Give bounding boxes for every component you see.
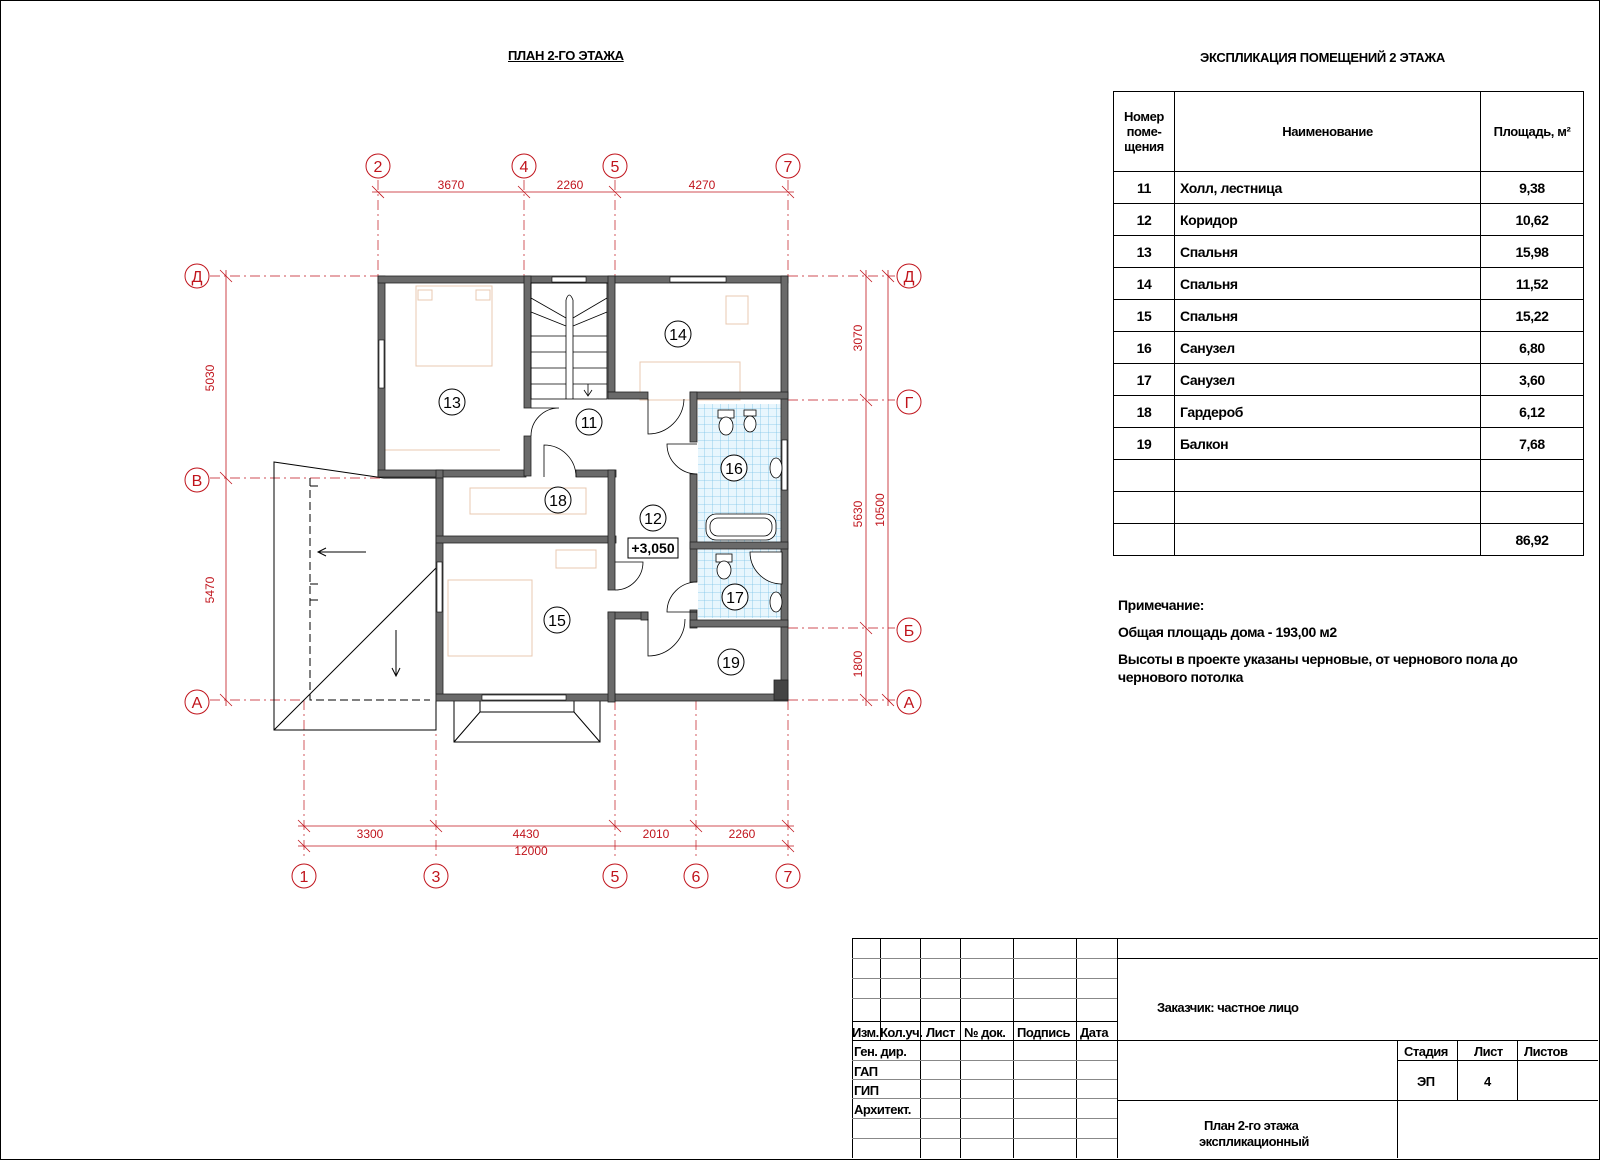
table-row (1114, 300, 1584, 332)
notes-heading: Примечание: (1118, 597, 1205, 613)
plan-title: ПЛАН 2-ГО ЭТАЖА (508, 48, 624, 63)
dim-bottom-total: 12000 (514, 844, 548, 858)
explication-title: ЭКСПЛИКАЦИЯ ПОМЕЩЕНИЙ 2 ЭТАЖА (1200, 50, 1445, 65)
row-name: Гардероб (1175, 396, 1481, 428)
axis-bubbles (185, 154, 921, 888)
dim-bottom-4: 2260 (728, 827, 756, 841)
notes (1118, 596, 1588, 695)
axis-bottom-1: 1 (299, 869, 309, 886)
header-number: Номер поме- щения (1114, 92, 1175, 172)
axis-right-d: Д (903, 269, 915, 286)
row-number: 15 (1114, 300, 1175, 332)
explication-header-row (1114, 92, 1584, 172)
dim-top-2: 2260 (556, 178, 584, 192)
notes-total-area: Общая площадь дома - 193,00 м2 (1118, 624, 1337, 640)
row-area: 15,98 (1481, 236, 1584, 268)
dim-right-1: 3070 (851, 324, 865, 352)
dim-top-3: 4270 (688, 178, 716, 192)
row-number: 17 (1114, 364, 1175, 396)
dim-bottom-2: 4430 (512, 827, 540, 841)
table-row (1114, 236, 1584, 268)
bay-window (454, 700, 600, 742)
row-number: 18 (1114, 396, 1175, 428)
dim-right-total: 10500 (873, 493, 887, 527)
role-architect: Архитект. (854, 1102, 911, 1117)
col-signature: Подпись (1017, 1025, 1070, 1040)
explication-table (1113, 91, 1584, 556)
axis-top-7: 7 (783, 159, 793, 176)
axis-labels (192, 159, 915, 886)
row-area: 15,22 (1481, 300, 1584, 332)
dim-right-3: 1800 (851, 650, 865, 678)
row-name: Спальня (1175, 300, 1481, 332)
room-17: 17 (726, 590, 744, 607)
table-row (1114, 396, 1584, 428)
row-number: 16 (1114, 332, 1175, 364)
row-area: 3,60 (1481, 364, 1584, 396)
axis-bottom-3: 3 (431, 869, 441, 886)
dim-left-1: 5030 (203, 364, 217, 392)
title-block (852, 938, 1598, 1158)
row-name: Санузел (1175, 332, 1481, 364)
row-name: Санузел (1175, 364, 1481, 396)
dim-left-2: 5470 (203, 576, 217, 604)
stage-value: ЭП (1417, 1074, 1435, 1089)
row-name: Холл, лестница (1175, 172, 1481, 204)
header-area: Площадь, м² (1481, 92, 1584, 172)
table-row (1114, 172, 1584, 204)
stage-label: Стадия (1404, 1044, 1448, 1059)
row-number: 11 (1114, 172, 1175, 204)
room-11: 11 (580, 415, 598, 432)
total-area: 86,92 (1481, 524, 1584, 556)
room-13: 13 (443, 395, 461, 412)
axis-left-v: В (191, 473, 203, 490)
table-row (1114, 268, 1584, 300)
row-area: 7,68 (1481, 428, 1584, 460)
row-number: 13 (1114, 236, 1175, 268)
row-name: Спальня (1175, 268, 1481, 300)
col-date: Дата (1080, 1025, 1109, 1040)
drawing-title-1: План 2-го этажа (1204, 1118, 1299, 1133)
row-number: 12 (1114, 204, 1175, 236)
sheet-label: Лист (1474, 1044, 1503, 1059)
dimension-lines (220, 186, 894, 852)
row-area: 6,12 (1481, 396, 1584, 428)
dim-right-2: 5630 (851, 500, 865, 528)
table-row (1114, 428, 1584, 460)
axis-bottom-7: 7 (783, 869, 793, 886)
room-19: 19 (722, 655, 740, 672)
col-doc: № док. (964, 1025, 1006, 1040)
room-18: 18 (549, 493, 567, 510)
dim-top-1: 3670 (437, 178, 465, 192)
col-kolvo: Кол.уч. (880, 1025, 923, 1040)
axis-bottom-5: 5 (610, 869, 620, 886)
axis-left-d: Д (191, 269, 203, 286)
col-izm: Изм. (852, 1025, 879, 1040)
table-row (1114, 332, 1584, 364)
table-row-empty (1114, 492, 1584, 524)
room-12: 12 (644, 511, 662, 528)
room-16: 16 (725, 461, 743, 478)
row-name: Коридор (1175, 204, 1481, 236)
level-mark: +3,050 (631, 540, 675, 556)
header-name: Наименование (1175, 92, 1481, 172)
row-number: 19 (1114, 428, 1175, 460)
sheets-label: Листов (1524, 1044, 1568, 1059)
axis-right-b: Б (903, 623, 915, 640)
row-area: 11,52 (1481, 268, 1584, 300)
table-row-total (1114, 524, 1584, 556)
role-gen-dir: Ген. дир. (854, 1044, 907, 1059)
axis-top-2: 2 (373, 159, 383, 176)
table-row (1114, 364, 1584, 396)
role-gap: ГАП (854, 1064, 878, 1079)
row-name: Балкон (1175, 428, 1481, 460)
axis-left-a: А (191, 695, 203, 712)
table-row-empty (1114, 460, 1584, 492)
row-area: 10,62 (1481, 204, 1584, 236)
roof-outline (274, 462, 436, 730)
table-row (1114, 204, 1584, 236)
row-area: 9,38 (1481, 172, 1584, 204)
sheet-value: 4 (1484, 1074, 1491, 1089)
row-number: 14 (1114, 268, 1175, 300)
axis-right-a: А (903, 695, 915, 712)
axis-bottom-6: 6 (691, 869, 701, 886)
role-gip: ГИП (854, 1083, 879, 1098)
col-list: Лист (926, 1025, 955, 1040)
axis-top-5: 5 (610, 159, 620, 176)
customer: Заказчик: частное лицо (1157, 1000, 1299, 1015)
dim-bottom-3: 2010 (642, 827, 670, 841)
room-15: 15 (548, 613, 566, 630)
drawing-title-2: экспликационный (1199, 1134, 1309, 1149)
notes-heights: Высоты в проекте указаны черновые, от чернового пола до чернового потолка (1118, 651, 1518, 685)
row-area: 6,80 (1481, 332, 1584, 364)
axis-top-4: 4 (519, 159, 529, 176)
dim-bottom-1: 3300 (356, 827, 384, 841)
axis-right-g: Г (904, 395, 914, 412)
staircase (531, 283, 607, 399)
row-name: Спальня (1175, 236, 1481, 268)
room-14: 14 (669, 327, 687, 344)
